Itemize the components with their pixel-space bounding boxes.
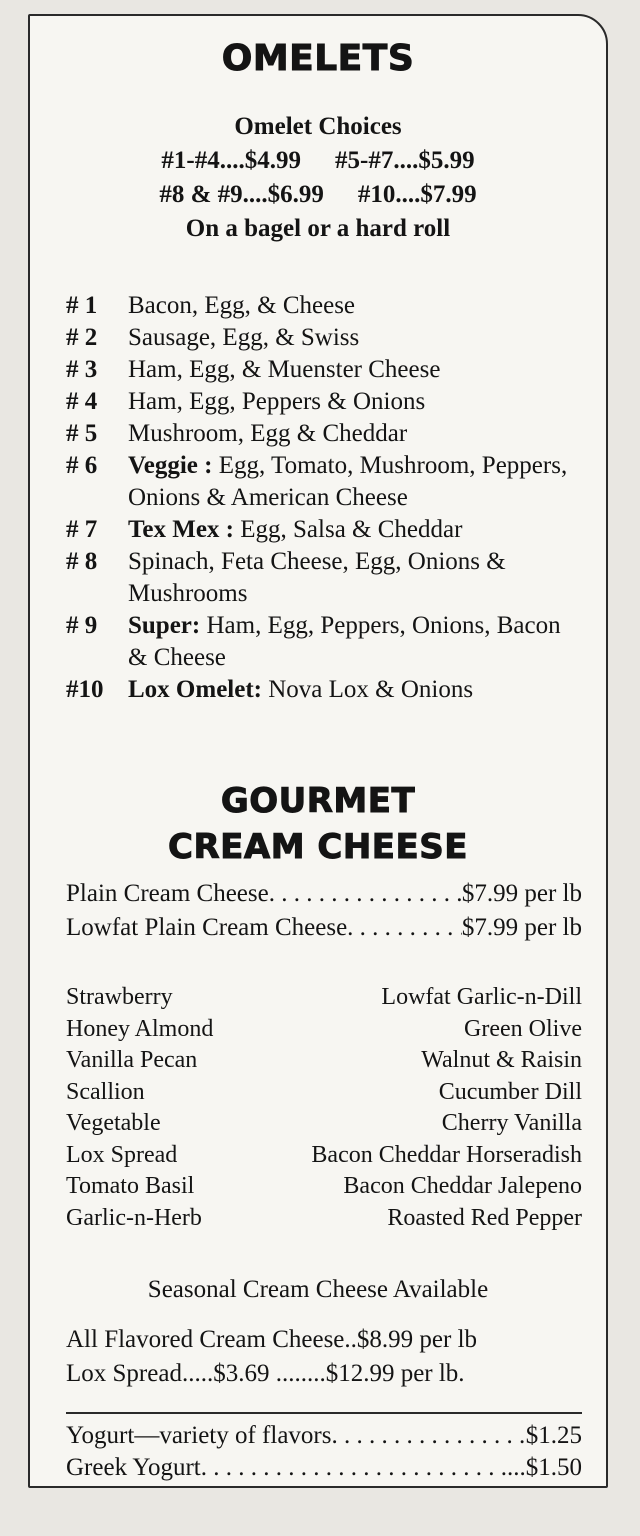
- omelet-item: [66, 674, 586, 706]
- item-price: ...$1.50: [507, 1454, 582, 1481]
- item-name: Yogurt—variety of flavors: [66, 1422, 332, 1449]
- flavor-row: [66, 1045, 582, 1077]
- omelet-description: Ham, Egg, & Muenster Cheese: [128, 356, 441, 383]
- omelet-description: Mushroom, Egg & Cheddar: [128, 420, 408, 447]
- omelet-number: #10: [66, 676, 104, 703]
- omelet-description: [128, 450, 586, 514]
- flavor-right: Bacon Cheddar Jalepeno: [343, 1173, 582, 1199]
- flavor-left: Tomato Basil: [66, 1173, 195, 1199]
- price-tier-1-4: #1-#4....$4.99: [161, 147, 301, 174]
- flavor-left: Scallion: [66, 1078, 145, 1105]
- flavor-left: Lox Spread: [66, 1141, 178, 1168]
- omelet-item: [66, 610, 586, 674]
- divider: [66, 1412, 582, 1414]
- omelet-number: # 1: [66, 292, 98, 319]
- flavor-row: [66, 1014, 582, 1046]
- omelet-list: [66, 290, 586, 706]
- omelet-item: [66, 354, 586, 386]
- leader-dots: [201, 1454, 507, 1482]
- omelet-ingredients: Ham, Egg, Peppers, Onions, Bacon & Cheese: [128, 612, 561, 671]
- cream-cheese-heading: [30, 778, 606, 870]
- item-price: $7.99 per lb: [461, 880, 582, 907]
- omelet-number: # 5: [66, 420, 98, 447]
- leader-dots: [347, 914, 462, 942]
- flavor-row: [66, 982, 582, 1014]
- flavor-row: [66, 1077, 582, 1109]
- lox-spread-price-line: Lox Spread.....$3.69 ........$12.99 per lb.: [66, 1360, 465, 1387]
- omelet-choices: [30, 110, 606, 246]
- flavor-right: Green Olive: [464, 1015, 582, 1042]
- flavor-row: [66, 1108, 582, 1140]
- price-line: [66, 914, 582, 942]
- omelet-description: Bacon, Egg, & Cheese: [128, 292, 356, 319]
- omelet-item: [66, 386, 586, 418]
- omelet-item: [66, 514, 586, 546]
- omelet-number: # 8: [66, 548, 98, 575]
- omelet-description: Sausage, Egg, & Swiss: [128, 324, 360, 351]
- price-tier-5-7: #5-#7....$5.99: [335, 147, 475, 174]
- flavor-right: Cherry Vanilla: [441, 1110, 582, 1136]
- omelet-number: # 9: [66, 612, 98, 639]
- omelet-ingredients: Egg, Tomato, Mushroom, Peppers, Onions & American Cheese: [128, 452, 568, 511]
- bread-choice: On a bagel or a hard roll: [185, 215, 451, 242]
- omelet-description: [128, 674, 473, 706]
- flavor-row: [66, 1140, 582, 1172]
- flavor-right: Cucumber Dill: [438, 1078, 582, 1105]
- omelet-number: # 6: [66, 452, 98, 479]
- item-name: Greek Yogurt: [66, 1454, 201, 1481]
- omelet-item: [66, 290, 586, 322]
- omelet-description: [128, 514, 462, 546]
- flavor-left: Vanilla Pecan: [66, 1047, 198, 1073]
- omelet-name: Tex Mex :: [128, 516, 234, 543]
- leader-dots: [269, 880, 462, 908]
- seasonal-note: Seasonal Cream Cheese Available: [147, 1276, 489, 1303]
- flavor-list: [66, 982, 582, 1234]
- flavor-right: Bacon Cheddar Horseradish: [311, 1141, 582, 1168]
- omelets-heading: OMELETS: [221, 38, 415, 79]
- leader-dots: [331, 1422, 525, 1450]
- price-tier-8-9: #8 & #9....$6.99: [159, 181, 324, 208]
- omelet-number: # 4: [66, 388, 98, 415]
- item-name: Lowfat Plain Cream Cheese: [66, 914, 348, 941]
- price-line: [66, 1454, 582, 1482]
- flavor-left: Strawberry: [66, 984, 173, 1010]
- item-price: $7.99 per lb: [461, 914, 582, 941]
- flavor-left: Honey Almond: [66, 1015, 214, 1042]
- omelet-name: Super:: [128, 612, 201, 639]
- omelet-description: [128, 610, 586, 674]
- omelet-ingredients: Nova Lox & Onions: [261, 676, 474, 703]
- menu-page: [28, 14, 608, 1488]
- flavor-right: Walnut & Raisin: [421, 1047, 582, 1073]
- price-row-1: [30, 144, 606, 178]
- item-name: Plain Cream Cheese: [66, 880, 269, 907]
- price-row-2: [30, 178, 606, 212]
- omelet-number: # 7: [66, 516, 98, 543]
- price-tier-10: #10....$7.99: [357, 181, 477, 208]
- flavor-right: Roasted Red Pepper: [387, 1204, 582, 1231]
- price-line: [66, 880, 582, 908]
- omelet-number: # 2: [66, 324, 98, 351]
- omelet-name: Lox Omelet:: [128, 676, 262, 703]
- flavor-left: Garlic-n-Herb: [66, 1204, 202, 1231]
- flavor-row: [66, 1171, 582, 1203]
- item-price: $1.25: [525, 1422, 582, 1449]
- omelet-ingredients: Egg, Salsa & Cheddar: [234, 516, 463, 543]
- price-line: [66, 1422, 582, 1450]
- omelet-number: # 3: [66, 356, 98, 383]
- omelet-description: Ham, Egg, Peppers & Onions: [128, 388, 426, 415]
- flavor-row: [66, 1203, 582, 1235]
- omelet-item: [66, 418, 586, 450]
- cream-cheese-heading-line1: GOURMET: [220, 781, 416, 821]
- omelet-item: [66, 450, 586, 514]
- omelet-description: Spinach, Feta Cheese, Egg, Onions & Mushrooms: [128, 548, 506, 607]
- flavor-right: Lowfat Garlic-n-Dill: [381, 984, 582, 1010]
- choices-heading: Omelet Choices: [234, 113, 402, 140]
- omelet-item: [66, 546, 586, 610]
- flavor-left: Vegetable: [66, 1110, 161, 1136]
- omelet-item: [66, 322, 586, 354]
- cream-cheese-heading-line2: CREAM CHEESE: [168, 827, 468, 867]
- omelet-name: Veggie :: [128, 452, 213, 479]
- flavored-price-line: All Flavored Cream Cheese..$8.99 per lb: [66, 1326, 478, 1353]
